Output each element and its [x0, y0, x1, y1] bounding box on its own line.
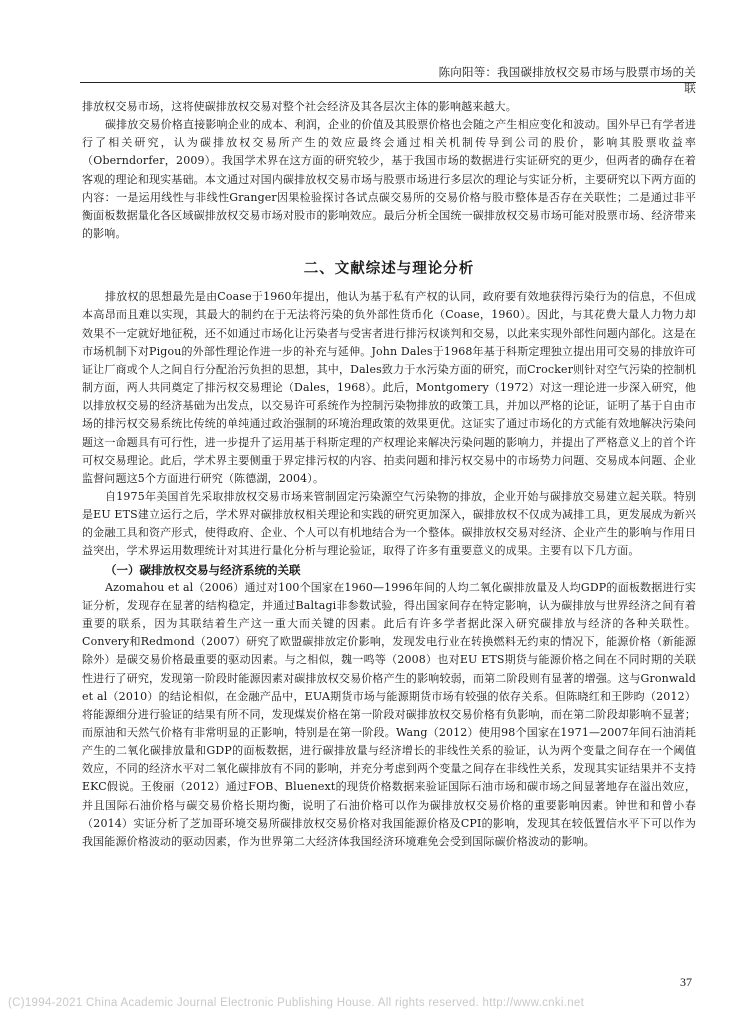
header-rule — [80, 82, 696, 83]
copyright-watermark: (C)1994-2021 China Academic Journal Electronic Publishing House. All rights reserved. http://www.cnki.net — [8, 997, 585, 1009]
section-heading: 二、文献综述与理论分析 — [303, 261, 475, 278]
article-body — [82, 98, 696, 851]
subsection-heading: （一）碳排放权交易与经济系统的关联 — [105, 562, 301, 577]
review-paragraph-1: 排放权的思想最先是由Coase于1960年提出，他认为基于私有产权的认同，政府要有效地获得污染行为的信息，不但成本高昂而且难以实现，其最大的制约在于无法将污染的负外部性货币化（Coase，1960）。因此，与其花费大量人力物力却效果不一定就好地征税，还不如通过市场化让污染者与受害者进行排污权谈判和交易，以此来实现外部性问题内部化。这是在市场机制下对Pigou的外部性理论作进一步的补充与延伸。John Dales于1968年基于科斯定理独立提出用可交易的排放许可证让厂商或个人之间自行分配治污负担的思想，其中，Dales致力于水污染方面的研究，而Crocker则针对空气污染的控制机制方面，两人共同奠定了排污权交易理论（Dales，1968）。此后，Montgomery（1972）对这一理论进一步深入研究，他以排放权交易的经济基础为出发点，以交易许可系统作为控制污染物排放的政策工具，并加以严格的论证，证明了基于自由市场的排污权交易系统比传统的单纯通过政治强制的环境治理政策的效果更优。这证实了通过市场化的方式能有效地解决污染问题这一命题具有可行性，进一步提升了运用基于科斯定理的产权理论来解决污染问题的影响力，并提出了严格意义上的首个许可权交易理论。此后，学术界主要侧重于界定排污权的内容、拍卖问题和排污权交易中的市场势力问题、交易成本问题、企业监督问题这5个方面进行研究（陈德湖，2004）。 — [82, 290, 696, 485]
running-head-title: 陈向阳等：我国碳排放权交易市场与股票市场的关联 — [438, 65, 696, 95]
review-paragraph-2: 自1975年美国首先采取排放权交易市场来管制固定污染源空气污染物的排放，企业开始与碳排放交易建立起关联。特别是EU ETS建立运行之后，学术界对碳排放权相关理论和实践的研究更加深入，碳排放权不仅成为减排工具，更发展成为新兴的金融工具和资产形式，使得政府、企业、个人可以有机地结合为一个整体。碳排放权交易对经济、企业产生的影响与作用日益突出，学术界运用数理统计对其进行量化分析与理论验证，取得了许多有重要意义的成果。主要有以下几方面。 — [82, 489, 696, 558]
intro-paragraph-2: 碳排放交易价格直接影响企业的成本、利润，企业的价值及其股票价格也会随之产生相应变化和波动。国外早已有学者进行了相关研究，认为碳排放权交易所产生的效应最终会通过相关机制传导到公司的股价，影响其股票收益率（Oberndorfer，2009）。我国学术界在这方面的研究较少，基于我国市场的数据进行实证研究的更少，但两者的确存在着客观的理论和现实基础。本文通过对国内碳排放权交易市场与股票市场进行多层次的理论与实证分析，主要研究以下两方面的内容：一是运用线性与非线性Granger因果检验探讨各试点碳交易所的交易价格与股市整体是否存在关联性；二是通过非平衡面板数据量化各区域碳排放权交易市场对股市的影响效应。最后分析全国统一碳排放权交易市场可能对股票市场、经济带来的影响。 — [82, 118, 696, 241]
page-number: 37 — [680, 975, 692, 989]
subsection-paragraph-1: Azomahou et al（2006）通过对100个国家在1960—1996年间的人均二氧化碳排放量及人均GDP的面板数据进行实证分析，发现存在显著的结构稳定，并通过Baltagi非参数试验，得出国家间存在特定影响，认为碳排放与世界经济之间有着重要的联系，因为其联结着生产这一重大而关键的因素。此后有许多学者据此深入研究碳排放与经济的各种关联性。Convery和Redmond（2007）研究了欧盟碳排放定价影响，发现发电行业在转换燃料无约束的情况下，能源价格（新能源除外）是碳交易价格最重要的驱动因素。与之相似，魏一鸣等（2008）也对EU ETS期货与能源价格之间在不同时期的关联性进行了研究，发现第一阶段时能源因素对碳排放权交易价格产生的影响较弱，而第二阶段则有显著的增强。这与Gronwald et al（2010）的结论相似，在金融产品中，EUA期货市场与能源期货市场有较强的依存关系。但陈晓红和王陟昀（2012）将能源细分进行验证的结果有所不同，发现煤炭价格在第一阶段对碳排放权交易价格有负影响，而在第二阶段却影响不显著；而原油和天然气价格有非常明显的正影响，特别是在第一阶段。Wang（2012）使用98个国家在1971—2007年间石油消耗产生的二氧化碳排放量和GDP的面板数据，进行碳排放量与经济增长的非线性关系的验证，认为两个变量之间存在一个阈值效应，不同的经济水平对二氧化碳排放有不同的影响，并充分考虑到两个变量之间存在非线性关系，发现其实证结果并不支持EKC假说。王俊丽（2012）通过FOB、Bluenext的现货价格数据来验证国际石油市场和碳市场之间显著地存在溢出效应，并且国际石油价格与碳交易价格长期均衡，说明了石油价格可以作为碳排放权交易价格的重要影响因素。钟世和和曾小春（2014）实证分析了芝加哥环境交易所碳排放权交易价格对我国能源价格及CPI的影响，发现其在较低置信水平下可以作为我国能源价格波动的驱动因素，作为世界第二大经济体我国经济环境难免会受到国际碳价格波动的影响。 — [82, 580, 696, 848]
intro-paragraph-1: 排放权交易市场，这将使碳排放权交易对整个社会经济及其各层次主体的影响越来越大。 — [82, 100, 517, 113]
